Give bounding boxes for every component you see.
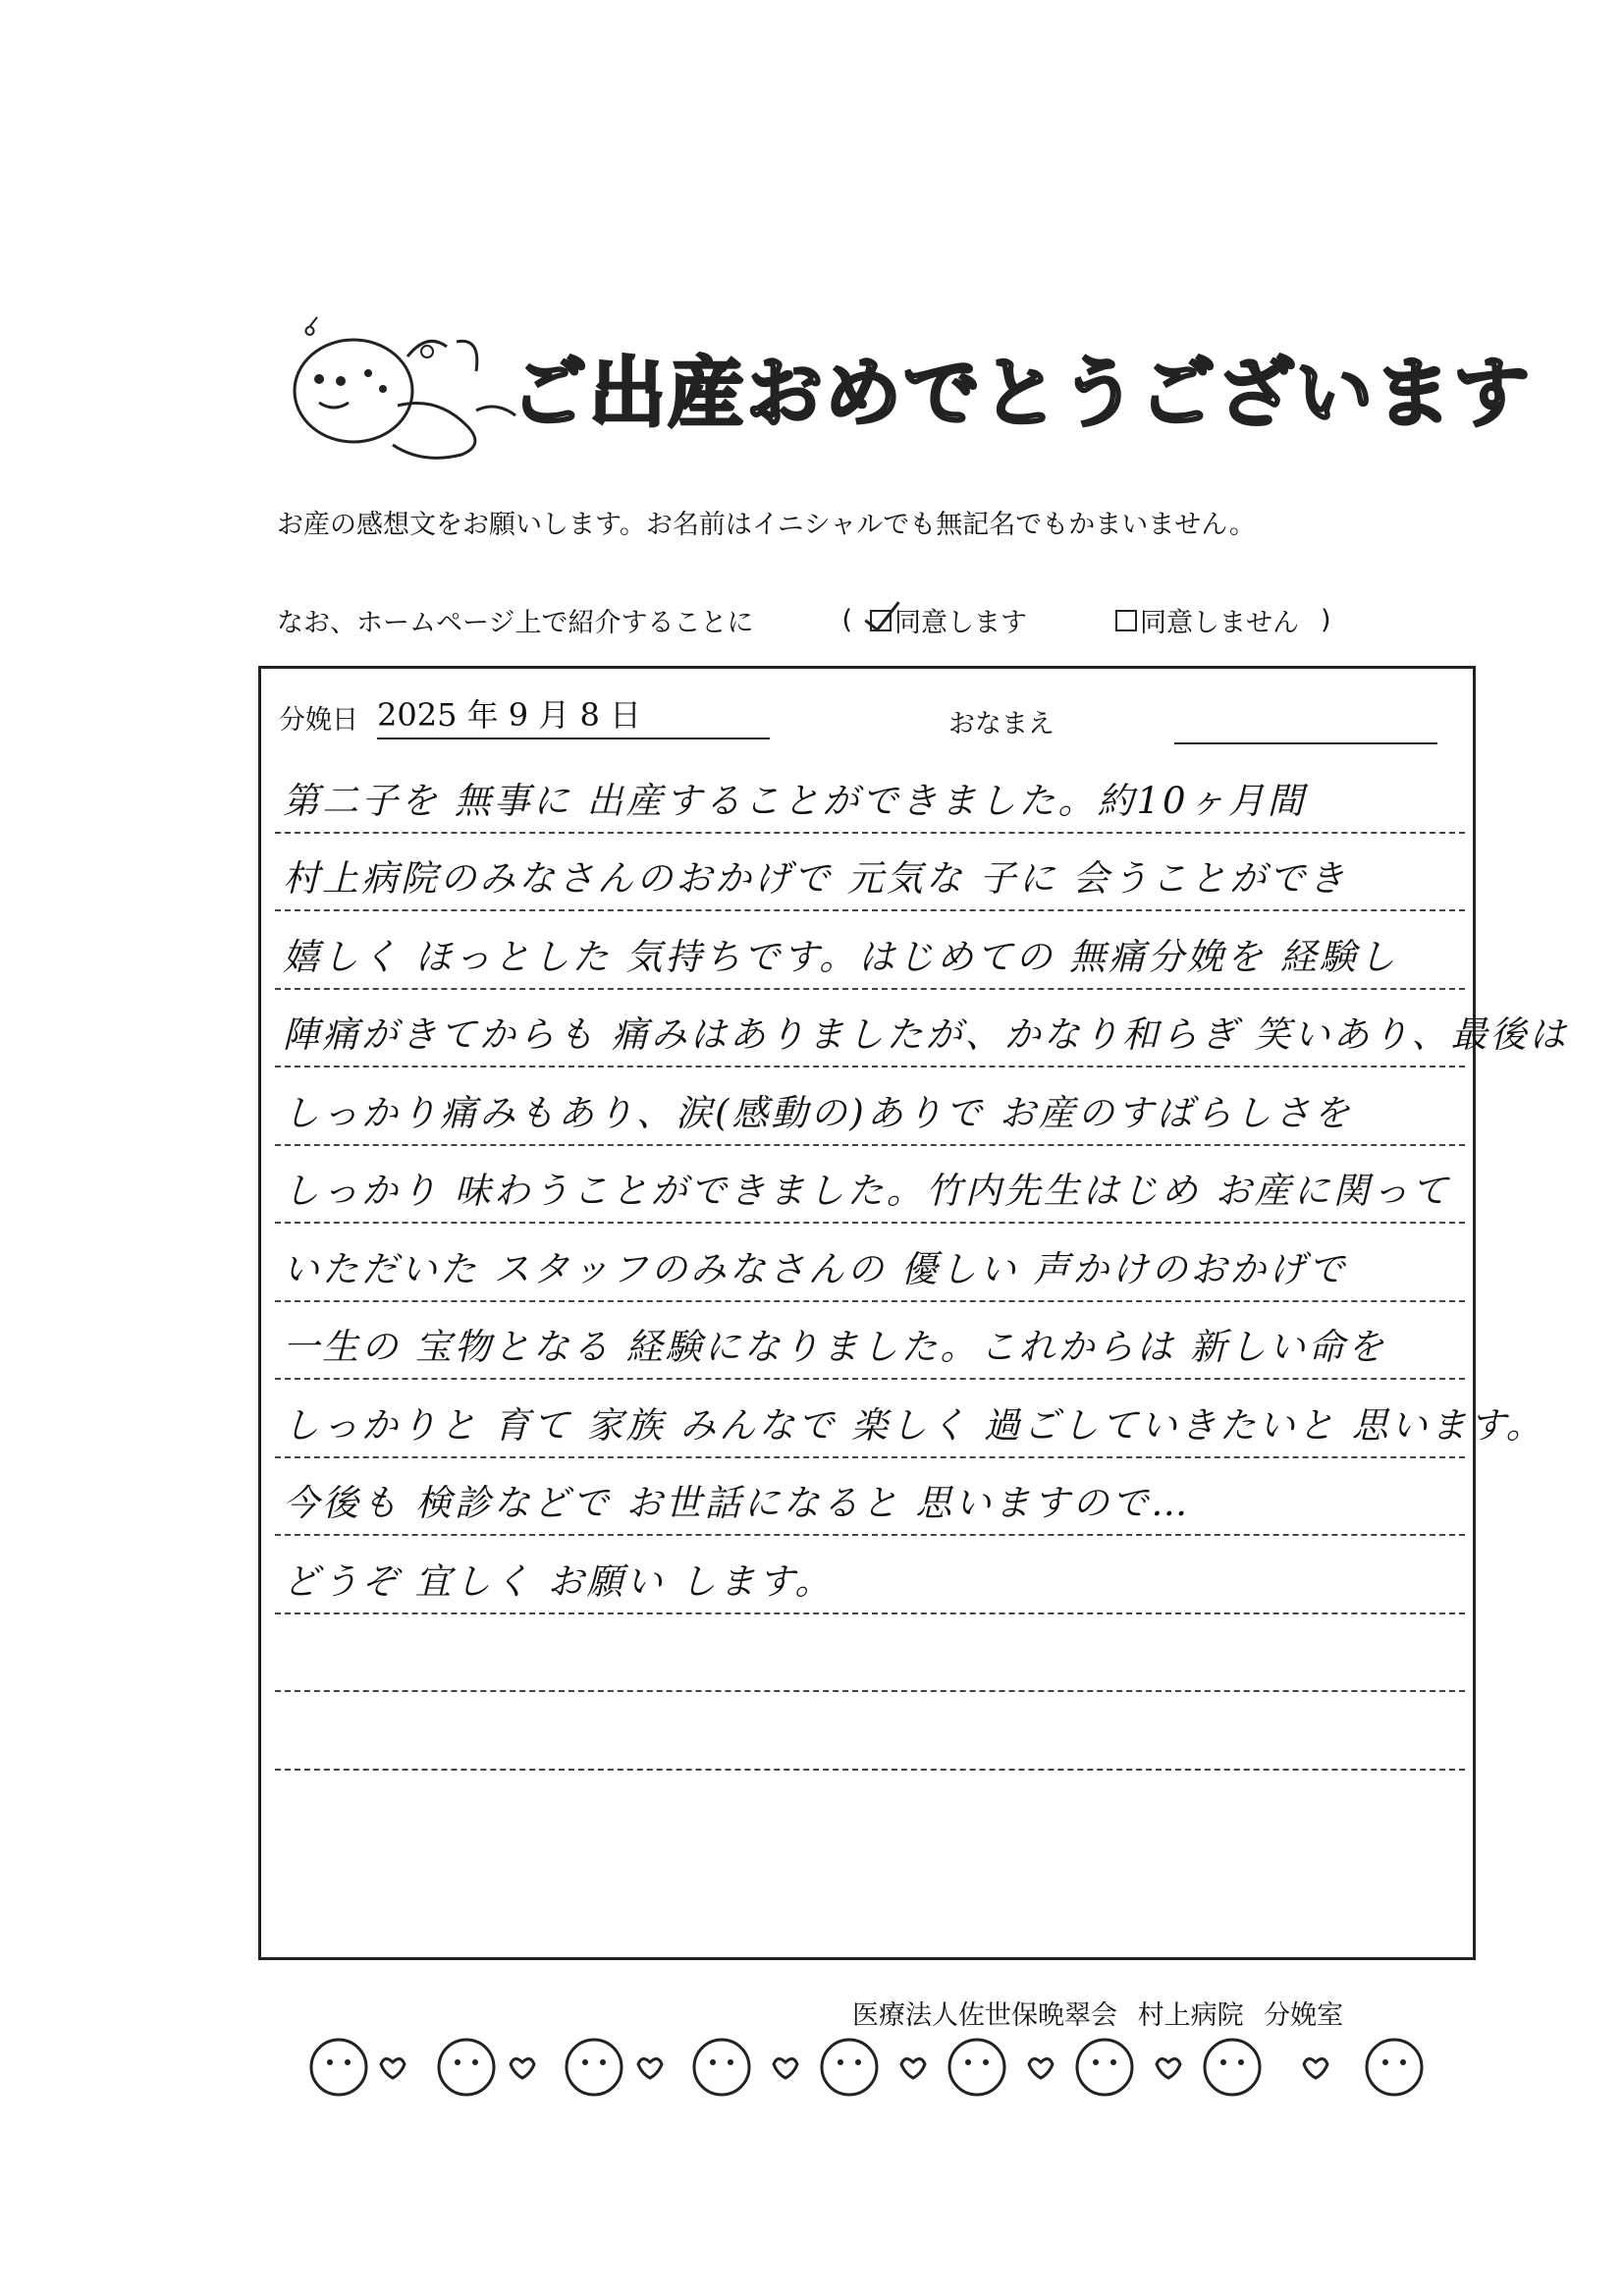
agree-checkbox[interactable]: [870, 601, 1027, 639]
line-text: しっかり 味わうことができました。竹内先生はじめ お産に関って: [283, 1170, 1451, 1212]
line-text: 村上病院のみなさんのおかげで 元気な 子に 会うことができ: [283, 857, 1348, 900]
consent-row: [277, 601, 1331, 639]
open-paren: (: [841, 605, 853, 635]
line-text: 一生の 宝物となる 経験になりました。これからは 新しい命を: [283, 1326, 1387, 1368]
consent-lead: なお、ホームページ上で紹介することに: [277, 608, 754, 638]
line-text: どうぞ 宜しく お願い します。: [283, 1559, 835, 1603]
baby-faces-hearts-icon: [295, 2033, 1463, 2102]
page-title: ご出産おめでとうございます: [511, 350, 1533, 438]
text-line[interactable]: [275, 1146, 1465, 1225]
text-line[interactable]: [275, 834, 1465, 912]
footer-organization: [852, 1994, 1343, 2032]
text-line[interactable]: [275, 1692, 1465, 1771]
text-line[interactable]: [275, 1224, 1465, 1302]
agree-label: 同意します: [894, 608, 1028, 638]
handwritten-lines: [275, 755, 1569, 1771]
line-text: 今後も 検診などで お世話になると 思いますので…: [283, 1482, 1191, 1524]
checkbox-checked-icon[interactable]: [870, 610, 892, 631]
instruction-text: お産の感想文をお願いします。お名前はイニシャルでも無記名でもかまいません。: [277, 510, 1256, 540]
name-underline: [1174, 742, 1437, 744]
hospital-name: 村上病院: [1137, 2000, 1244, 2031]
birth-date-label: 分娩日: [279, 705, 358, 736]
disagree-label: 同意しません: [1140, 608, 1300, 638]
text-line[interactable]: [275, 1614, 1465, 1693]
text-line[interactable]: [275, 911, 1465, 990]
title-banner: [280, 312, 1533, 460]
birth-date-value[interactable]: 2025 年 9 月 8 日: [377, 696, 642, 734]
impression-form: [258, 666, 1569, 1960]
line-text: いただいた スタッフのみなさんの 優しい 声かけのおかげで: [283, 1247, 1348, 1290]
disagree-checkbox[interactable]: [1115, 601, 1299, 639]
line-text: しっかり痛みもあり、涙(感動の)ありで お産のすばらしさを: [283, 1091, 1353, 1134]
baby-logo-icon: [280, 312, 535, 460]
line-text: しっかりと 育て 家族 みんなで 楽しく 過ごしていきたいと 思います。: [283, 1403, 1545, 1447]
dept-name: 分娩室: [1264, 2000, 1344, 2031]
line-text: 嬉しく ほっとした 気持ちです。はじめての 無痛分娩を 経験し: [283, 935, 1398, 978]
name-label: おなまえ: [948, 709, 1055, 739]
line-text: 陣痛がきてからも 痛みはありましたが、かなり和らぎ 笑いあり、最後は: [283, 1013, 1569, 1056]
birth-date-underline: [377, 738, 770, 739]
text-line[interactable]: [275, 1302, 1465, 1381]
close-paren: ): [1321, 605, 1331, 635]
text-line[interactable]: [275, 1380, 1545, 1458]
text-line[interactable]: [275, 1536, 1465, 1614]
text-line[interactable]: [275, 755, 1465, 834]
checkbox-empty-icon[interactable]: [1115, 610, 1137, 631]
text-line[interactable]: [275, 1067, 1465, 1146]
org-name: 医療法人佐世保晩翠会: [852, 2000, 1117, 2031]
text-line[interactable]: [275, 990, 1569, 1068]
text-line[interactable]: [275, 1458, 1465, 1537]
line-text: 第二子を 無事に 出産することができました。約10ヶ月間: [283, 779, 1307, 822]
